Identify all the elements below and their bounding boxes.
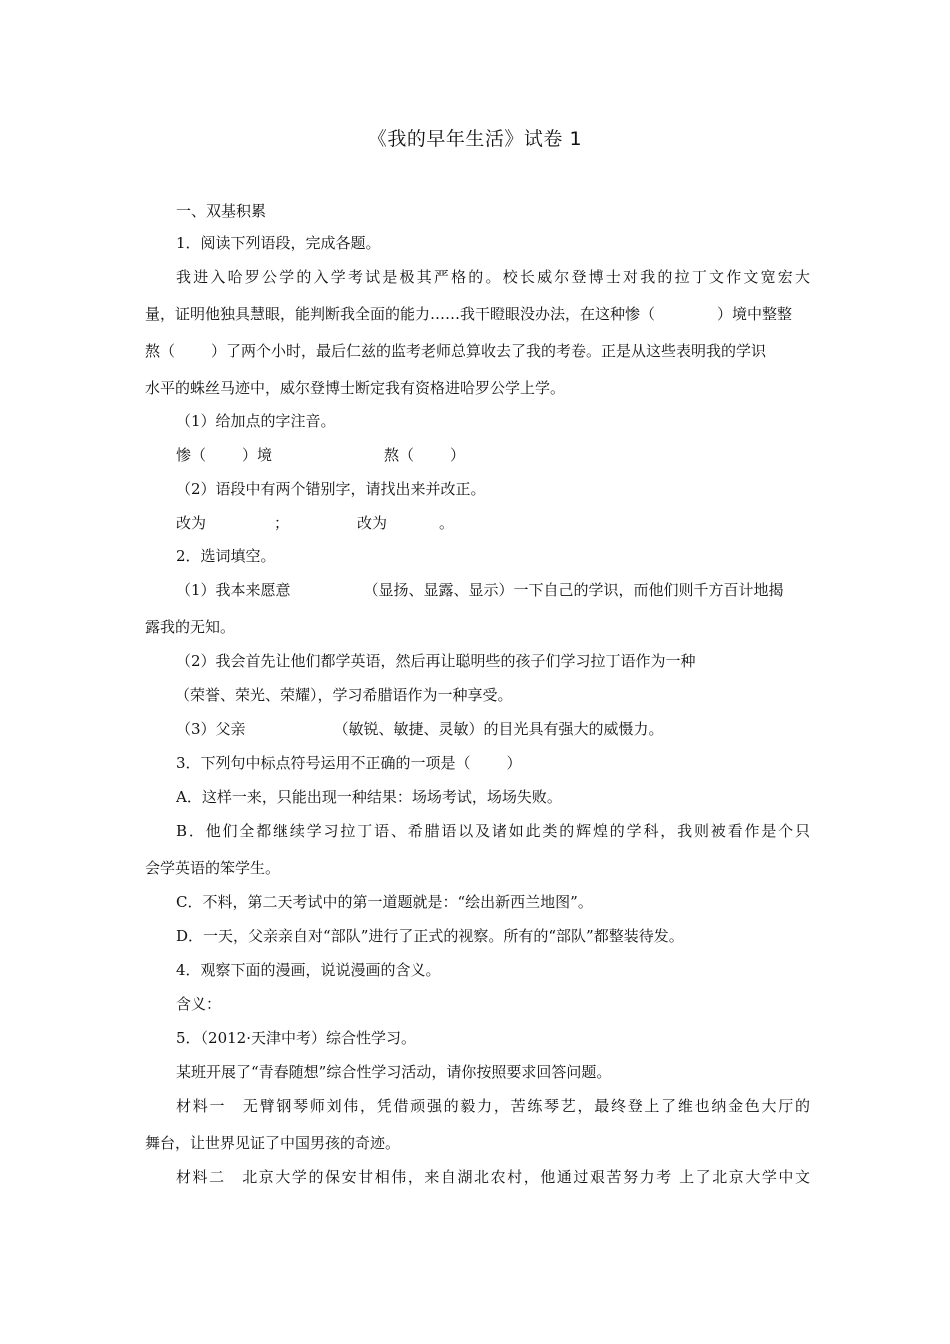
correction-end: 。: [439, 514, 455, 532]
material-1-line-2: 舞台，让世界见证了中国男孩的奇迹。: [145, 1134, 401, 1152]
correction-answers: [176, 512, 810, 534]
option-b-line-1: B．他们全都继续学习拉丁语、希腊语以及诸如此类的辉煌的学科，我则被看作是个只: [176, 822, 810, 840]
question-4-answer-label: 含义：: [176, 995, 222, 1013]
passage-text: 熬（: [145, 342, 176, 360]
question-2-1-line-1: [176, 579, 810, 601]
question-1: 1．阅读下列语段，完成各题。: [176, 234, 381, 252]
question-5-intro: 某班开展了“青春随想”综合性学习活动，请你按照要求回答问题。: [176, 1063, 612, 1081]
question-text: （敏锐、敏捷、灵敏）的目光具有强大的威慑力。: [333, 720, 664, 738]
pinyin-item: 惨（: [176, 446, 207, 464]
question-text: （显扬、显露、显示）一下自己的学识，而他们则千方百计地揭: [363, 581, 784, 599]
option-d: D．一天，父亲亲自对“部队”进行了正式的视察。所有的“部队”都整装待发。: [176, 927, 684, 945]
option-b-line-2: 会学英语的笨学生。: [145, 859, 281, 877]
question-text: （1）我本来愿意: [176, 581, 291, 599]
question-text: （荣誉、荣光、荣耀），学习希腊语作为一种享受。: [175, 686, 513, 704]
passage-line-3: [145, 340, 810, 362]
material-1-line-1: 材料一 无臂钢琴师刘伟，凭借顽强的毅力，苦练琴艺，最终登上了维也纳金色大厅的: [176, 1097, 810, 1115]
question-2-2-line-2: [145, 684, 810, 706]
passage-line-1: 我进入哈罗公学的入学考试是极其严格的。校长威尔登博士对我的拉丁文作文宽宏大: [176, 268, 810, 286]
question-5: 5．（2012·天津中考）综合性学习。: [176, 1029, 416, 1047]
passage-text: 量，证明他独具慧眼，能判断我全面的能力……我干瞪眼没办法，在这种惨（: [145, 305, 656, 323]
pinyin-answers: [176, 444, 810, 466]
passage-text: ）了两个小时，最后仁兹的监考老师总算收去了我的考卷。正是从这些表明我的学识: [211, 342, 767, 360]
question-4: 4．观察下面的漫画，说说漫画的含义。: [176, 961, 441, 979]
option-c: C．不料，第二天考试中的第一道题就是：“绘出新西兰地图”。: [176, 893, 593, 911]
question-2: 2．选词填空。: [176, 547, 276, 565]
material-2-line-1: 材料二 北京大学的保安甘相伟，来自湖北农村，他通过艰苦努力考 上了北京大学中文: [176, 1168, 810, 1186]
passage-line-2: [145, 303, 810, 325]
pinyin-item: ）境: [242, 446, 273, 464]
question-text: 3．下列句中标点符号运用不正确的一项是（: [176, 754, 471, 772]
question-text: （3）父亲: [176, 720, 246, 738]
question-1-2: （2）语段中有两个错别字，请找出来并改正。: [176, 480, 486, 498]
question-text: ）: [506, 754, 522, 772]
option-a: A．这样一来，只能出现一种结果：场场考试，场场失败。: [176, 788, 562, 806]
passage-line-4: 水平的蛛丝马迹中，威尔登博士断定我有资格进哈罗公学上学。: [145, 379, 566, 397]
pinyin-item: ）: [450, 446, 466, 464]
question-2-1-line-2: 露我的无知。: [145, 618, 236, 636]
pinyin-item: 熬（: [384, 446, 415, 464]
section-heading: 一、双基积累: [176, 202, 267, 220]
question-1-1: （1）给加点的字注音。: [176, 412, 336, 430]
page-title: 《我的早年生活》试卷 1: [367, 128, 583, 150]
question-3: [176, 752, 810, 774]
question-2-3: [176, 718, 810, 740]
passage-text: ）境中整整: [717, 305, 793, 323]
correction-label: 改为: [176, 514, 207, 532]
correction-separator: ；: [274, 514, 290, 532]
question-2-2-line-1: （2）我会首先让他们都学英语，然后再让聪明些的孩子们学习拉丁语作为一种: [176, 652, 696, 670]
correction-label: 改为: [357, 514, 388, 532]
